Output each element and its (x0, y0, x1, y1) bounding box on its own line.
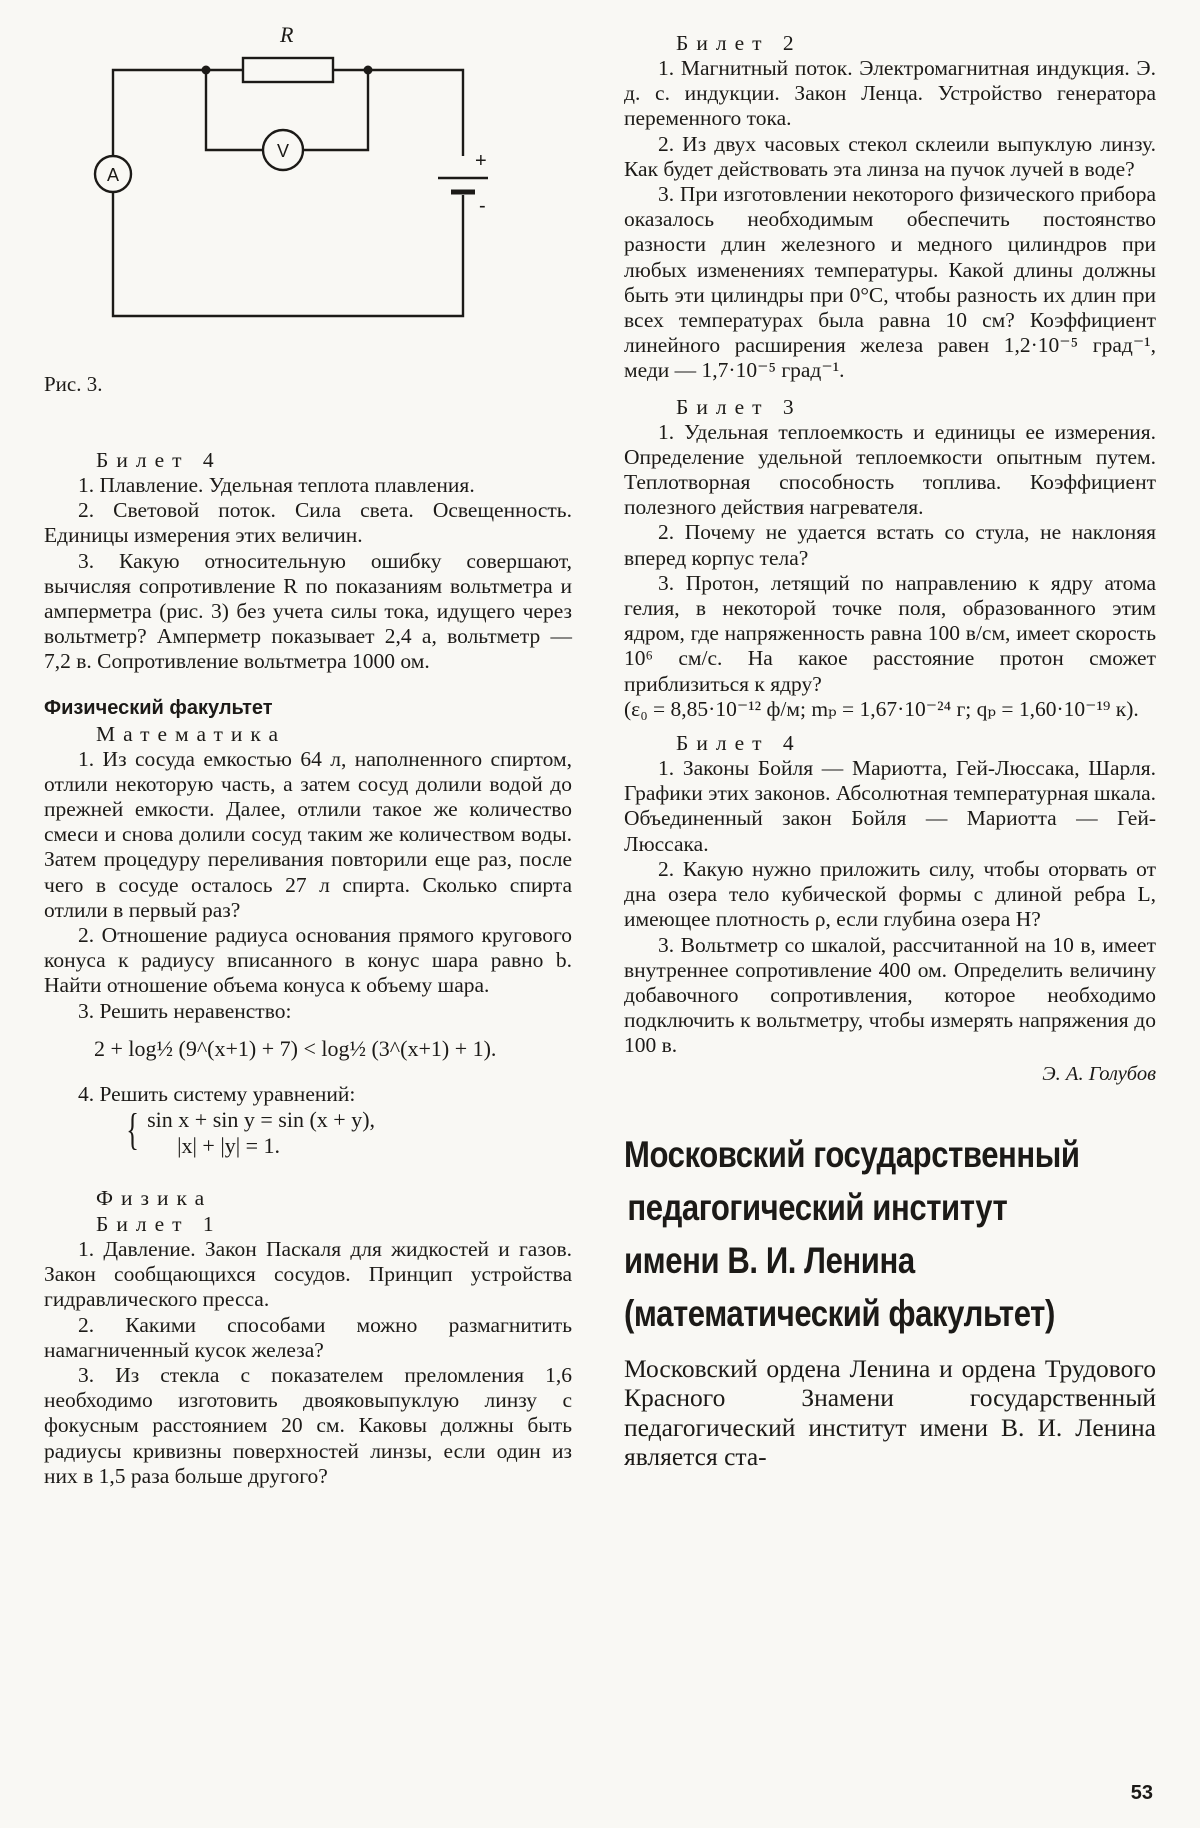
ticket-3-constants: (ε₀ = 8,85·10⁻¹² ф/м; mₚ = 1,67·10⁻²⁴ г; qₚ = 1,60·10⁻¹⁹ к). (624, 696, 1139, 721)
ticket-2-question-2: 2. Из двух часовых стекол склеили выпуклую линзу. Как будет действовать эта линза на пучок лучей в воде? (624, 131, 1156, 181)
system-equation-2: |x| + |y| = 1. (177, 1133, 281, 1159)
section-headline (624, 1128, 1162, 1340)
figure-caption: Рис. 3. (44, 372, 103, 396)
ticket-3-question-1: 1. Удельная теплоемкость и единицы ее измерения. Определение удельной теплоемкости опытным путем. Теплотворная способность топлива. Коэффициент полезного действия нагревателя. (624, 419, 1156, 520)
ticket-4-title: Билет 4 (96, 448, 222, 472)
equation-system (122, 1107, 572, 1159)
ticket-4b-question-2: 2. Какую нужно приложить силу, чтобы оторвать от дна озера тело кубической формы с длиной ребра L, имеющее плотность ρ, если глубина озера H? (624, 856, 1156, 932)
ticket-1-title: Билет 1 (96, 1212, 222, 1237)
faculty-heading: Физический факультет (44, 696, 273, 719)
ticket-1-question-1: 1. Давление. Закон Паскаля для жидкостей и газов. Закон сообщающихся сосудов. Принцип устройства гидравлического пресса. (44, 1237, 572, 1312)
ticket-3-title: Билет 3 (676, 394, 802, 419)
left-column (44, 0, 572, 1489)
voltmeter-label: V (276, 141, 290, 161)
brace-glyph: { (126, 1105, 139, 1155)
ticket-2-question-3: 3. При изготовлении некоторого физического прибора оказалось необходимым обеспечить постоянство разности длин железного и медного цилиндров при любых изменениях температуры. Какой длины должны быть эти цилиндры при 0°С, чтобы разность их длин при всех температурах была равна 10 см? Коэффициент линейного расширения железа равен 1,2·10⁻⁵ град⁻¹, меди — 1,7·10⁻⁵ град⁻¹. (624, 182, 1156, 383)
ticket-4-question-3: 3. Какую относительную ошибку совершают, вычисляя сопротивление R по показаниям вольтметра и амперметра (рис. 3) без учета силы тока, идущего через вольтметр? Амперметр показывает 2,4 а, вольтметр — 7,2 в. Сопротивление вольтметра 1000 ом. (44, 548, 572, 674)
battery-plus-label: + (475, 150, 487, 172)
math-question-3: 3. Решить неравенство: (78, 998, 292, 1023)
ticket-2-title: Билет 2 (676, 31, 802, 55)
battery-minus-label: - (479, 195, 486, 217)
ticket-3-question-2: 2. Почему не удается встать со стула, не наклоняя вперед корпус тела? (624, 520, 1156, 570)
math-question-1: 1. Из сосуда емкостью 64 л, наполненного спиртом, отлили некоторую часть, а затем сосуд долили водой до прежней емкости. Далее, отлили такое же количество смеси и снова долили сосуд таким же количеством воды. Затем процедуру переливания повторили еще раз, после чего в сосуде осталось 27 л спирта. Сколько спирта отлили в первый раз? (44, 746, 572, 922)
system-equation-1: sin x + sin y = sin (x + y), (147, 1107, 376, 1133)
physics-heading: Физика (96, 1186, 213, 1211)
math-inequality: 2 + log½ (9^(x+1) + 7) < log½ (3^(x+1) + 1). (94, 1035, 497, 1061)
page-number: 53 (1130, 1782, 1153, 1804)
ticket-1-question-2: 2. Какими способами можно размагнитить намагниченный кусок железа? (44, 1312, 572, 1362)
headline-line-4: (математический факультет) (624, 1292, 1055, 1334)
ticket-4b-question-3: 3. Вольтметр со шкалой, рассчитанной на 10 в, имеет внутреннее сопротивление 400 ом. Определить величину добавочного сопротивления, которое необходимо подключить к вольтметру, чтобы измерять напряжения до 100 в. (624, 932, 1156, 1058)
ticket-4-question-2: 2. Световой поток. Сила света. Освещенность. Единицы измерения этих величин. (44, 498, 572, 548)
ticket-3-question-3: 3. Протон, летящий по направлению к ядру атома гелия, в некоторой точке поля, образованного этим ядром, где напряженность равна 100 в/см, имеет скорость 10⁶ см/с. На какое расстояние протон сможет приблизиться к ядру? (624, 570, 1156, 696)
headline-line-3: имени В. И. Ленина (624, 1239, 915, 1281)
math-question-4: 4. Решить систему уравнений: (78, 1081, 356, 1106)
math-question-2: 2. Отношение радиуса основания прямого кругового конуса к радиусу вписанного в конус шара равно b. Найти отношение объема конуса к объему шара. (44, 923, 572, 998)
intro-paragraph: Московский ордена Ленина и ордена Трудового Красного Знамени государственный педагогический институт имени В. И. Ленина является ста- (624, 1353, 1156, 1472)
ammeter-label: A (106, 165, 120, 185)
ticket-4b-title: Билет 4 (676, 731, 802, 756)
ticket-2-question-1: 1. Магнитный поток. Электромагнитная индукция. Э. д. с. индукции. Закон Ленца. Устройство генератора переменного тока. (624, 56, 1156, 131)
ticket-4b-question-1: 1. Законы Бойля — Мариотта, Гей-Люссака, Шарля. Графики этих законов. Абсолютная температурная шкала. Объединенный закон Бойля — Мариотта — Гей-Люссака. (624, 756, 1156, 856)
math-heading: Математика (96, 721, 287, 746)
right-column (624, 0, 1156, 1472)
resistor-label: R (280, 22, 294, 47)
ticket-1-question-3: 3. Из стекла с показателем преломления 1,6 необходимо изготовить двояковыпуклую линзу с фокусным расстоянием 20 см. Каковы должны быть радиусы кривизны поверхностей линзы, если один из них в 1,5 раза больше другого? (44, 1363, 572, 1488)
headline-line-1: Московский государственный (624, 1133, 1080, 1175)
author-signature: Э. А. Голубов (1042, 1062, 1156, 1085)
headline-line-2: педагогический институт (627, 1186, 1008, 1228)
ticket-4-question-1: 1. Плавление. Удельная теплота плавления. (78, 473, 475, 497)
